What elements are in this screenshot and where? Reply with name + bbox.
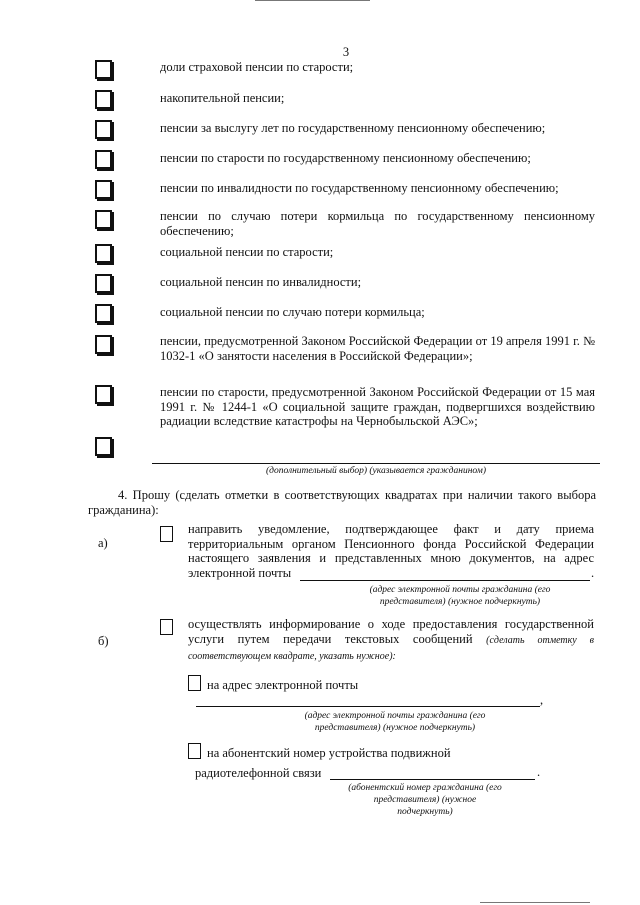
option-text-3: пенсии за выслугу лет по государственному пенсионному обеспечению;	[160, 121, 546, 135]
scan-edge-bottom	[480, 902, 590, 903]
section4-intro: 4. Прошу (сделать отметки в соответствующих квадратах при наличии такого выбора гражданина):	[88, 488, 596, 517]
checkbox-option-11[interactable]	[95, 385, 112, 404]
option-b-text	[188, 617, 594, 665]
phone-caption: (абонентский номер гражданина (его представителя) (нужное подчеркнуть)	[348, 783, 502, 817]
checkbox-option-7[interactable]	[95, 244, 112, 263]
checkbox-b[interactable]	[160, 619, 173, 635]
email-b-line[interactable]	[196, 706, 540, 707]
option-text-4: пенсии по старости по государственному пенсионному обеспечению;	[160, 151, 531, 165]
option-b-label: б)	[98, 634, 109, 648]
checkbox-option-3[interactable]	[95, 120, 112, 139]
email-a-trail: .	[591, 566, 595, 580]
option-a-label: а)	[98, 536, 108, 550]
option-a-text-main: направить уведомление, подтверждающее факт и дату приема территориальным органом Пенсионного фонда Российской Федерации настоящего заявления и представленных мною документов, на адрес электронной почты	[188, 522, 594, 580]
checkbox-option-9[interactable]	[95, 304, 112, 323]
checkbox-option-1[interactable]	[95, 60, 112, 79]
option-text-5: пенсии по инвалидности по государственному пенсионному обеспечению;	[160, 181, 559, 195]
additional-choice-line[interactable]	[152, 463, 600, 464]
option-text-11: пенсии по старости, предусмотренной Законом Российской Федерации от 15 мая 1991 г. № 1244-1 «О социальной защите граждан, подвергшихся воздействию радиации вследствие катастрофы на Чернобыльской АЭС»;	[160, 385, 595, 428]
phone-line[interactable]	[330, 779, 535, 780]
email-a-line[interactable]	[300, 580, 590, 581]
checkbox-b-phone[interactable]	[188, 743, 201, 759]
option-text-6: пенсии по случаю потери кормильца по государственному пенсионному обеспечению;	[160, 209, 595, 238]
checkbox-option-8[interactable]	[95, 274, 112, 293]
option-b-phone-label: на абонентский номер устройства подвижной	[207, 746, 451, 760]
option-text-10: пенсии, предусмотренной Законом Российской Федерации от 19 апреля 1991 г. № 1032-1 «О занятости населения в Российской Федерации»;	[160, 334, 595, 363]
email-a-caption: (адрес электронной почты гражданина (его представителя) (нужное подчеркнуть)	[369, 585, 551, 607]
checkbox-option-5[interactable]	[95, 180, 112, 199]
option-text-2: накопительной пенсии;	[160, 91, 285, 105]
option-b-email-label: на адрес электронной почты	[207, 678, 359, 692]
option-text-1: доли страховой пенсии по старости;	[160, 60, 354, 74]
checkbox-b-email[interactable]	[188, 675, 201, 691]
email-b-caption: (адрес электронной почты гражданина (его представителя) (нужное подчеркнуть)	[304, 711, 486, 733]
option-a-text	[188, 522, 594, 580]
option-b-text-main: осуществлять информирование о ходе предоставления государственной услуги путем передачи текстовых сообщений	[188, 617, 594, 646]
checkbox-a[interactable]	[160, 526, 173, 542]
additional-choice-caption: (дополнительный выбор) (указывается гражданином)	[265, 466, 487, 476]
phone-trail: .	[537, 765, 541, 779]
option-b-note: (сделать отметку в соответствующем квадрате, указать нужное):	[188, 634, 595, 662]
option-text-8: социальной пенсин по инвалидности;	[160, 275, 362, 289]
checkbox-option-additional[interactable]	[95, 437, 112, 456]
scan-edge-top	[255, 0, 370, 1]
checkbox-option-6[interactable]	[95, 210, 112, 229]
checkbox-option-10[interactable]	[95, 335, 112, 354]
option-b-phone-label2: радиотелефонной связи	[195, 766, 322, 780]
checkbox-option-2[interactable]	[95, 90, 112, 109]
option-text-7: социальной пенсии по старости;	[160, 245, 334, 259]
page-number: 3	[342, 45, 350, 59]
option-text-9: социальной пенсии по случаю потери кормильца;	[160, 305, 425, 319]
email-b-trail: ,	[540, 693, 544, 707]
checkbox-option-4[interactable]	[95, 150, 112, 169]
